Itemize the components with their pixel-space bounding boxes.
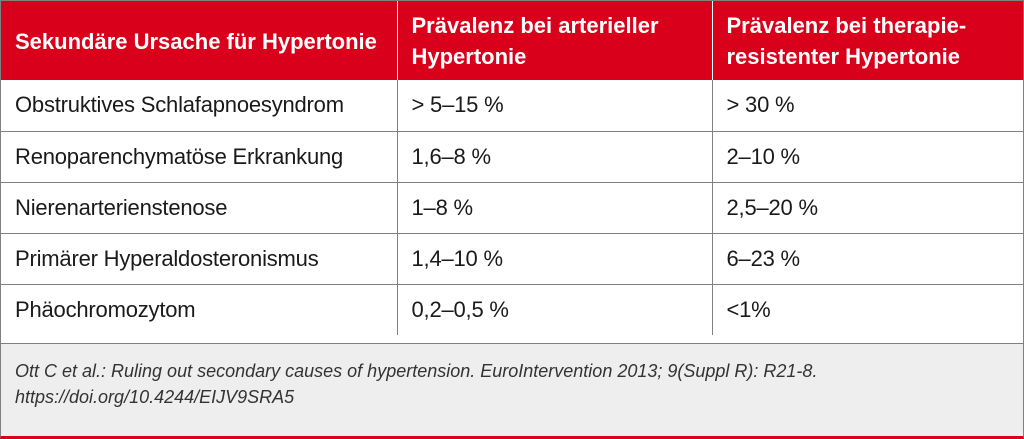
secondary-hypertension-table xyxy=(1,1,1023,335)
table-row xyxy=(1,284,1023,335)
cell-cause: Nierenarterienstenose xyxy=(1,182,397,233)
table-row xyxy=(1,233,1023,284)
cell-prevalence-resistant: 6–23 % xyxy=(712,233,1023,284)
cell-cause: Primärer Hyperaldosteronismus xyxy=(1,233,397,284)
cell-prevalence-resistant: 2–10 % xyxy=(712,131,1023,182)
cell-prevalence-arterial: > 5–15 % xyxy=(397,80,712,131)
header-cause: Sekundäre Ursache für Hypertonie xyxy=(1,1,397,80)
cell-prevalence-resistant: <1% xyxy=(712,284,1023,335)
cell-prevalence-arterial: 0,2–0,5 % xyxy=(397,284,712,335)
cell-cause: Renoparenchymatöse Erkrankung xyxy=(1,131,397,182)
header-prevalence-arterial: Prävalenz bei arterieller Hypertonie xyxy=(397,1,712,80)
cell-prevalence-resistant: > 30 % xyxy=(726,92,795,118)
table-row xyxy=(1,80,1023,131)
cell-cause: Obstruktives Schlafapnoesyndrom xyxy=(1,80,397,131)
table-header-row xyxy=(1,1,1023,80)
source-footnote: Ott C et al.: Ruling out secondary causes of hypertension. EuroIntervention 2013; 9(Suppl R): R21-8. https://doi.org/10.4244/EIJV9SRA5 xyxy=(1,343,1023,436)
header-prevalence-resistant: Prävalenz bei therapie-resistenter Hypertonie xyxy=(712,1,1023,80)
cell-prevalence-resistant: 2,5–20 % xyxy=(712,182,1023,233)
cell-prevalence-arterial: 1–8 % xyxy=(397,182,712,233)
cell-cause: Phäochromozytom xyxy=(1,284,397,335)
cell-prevalence-arterial: 1,6–8 % xyxy=(397,131,712,182)
table-row xyxy=(1,131,1023,182)
cell-prevalence-arterial: 1,4–10 % xyxy=(397,233,712,284)
table-row xyxy=(1,182,1023,233)
